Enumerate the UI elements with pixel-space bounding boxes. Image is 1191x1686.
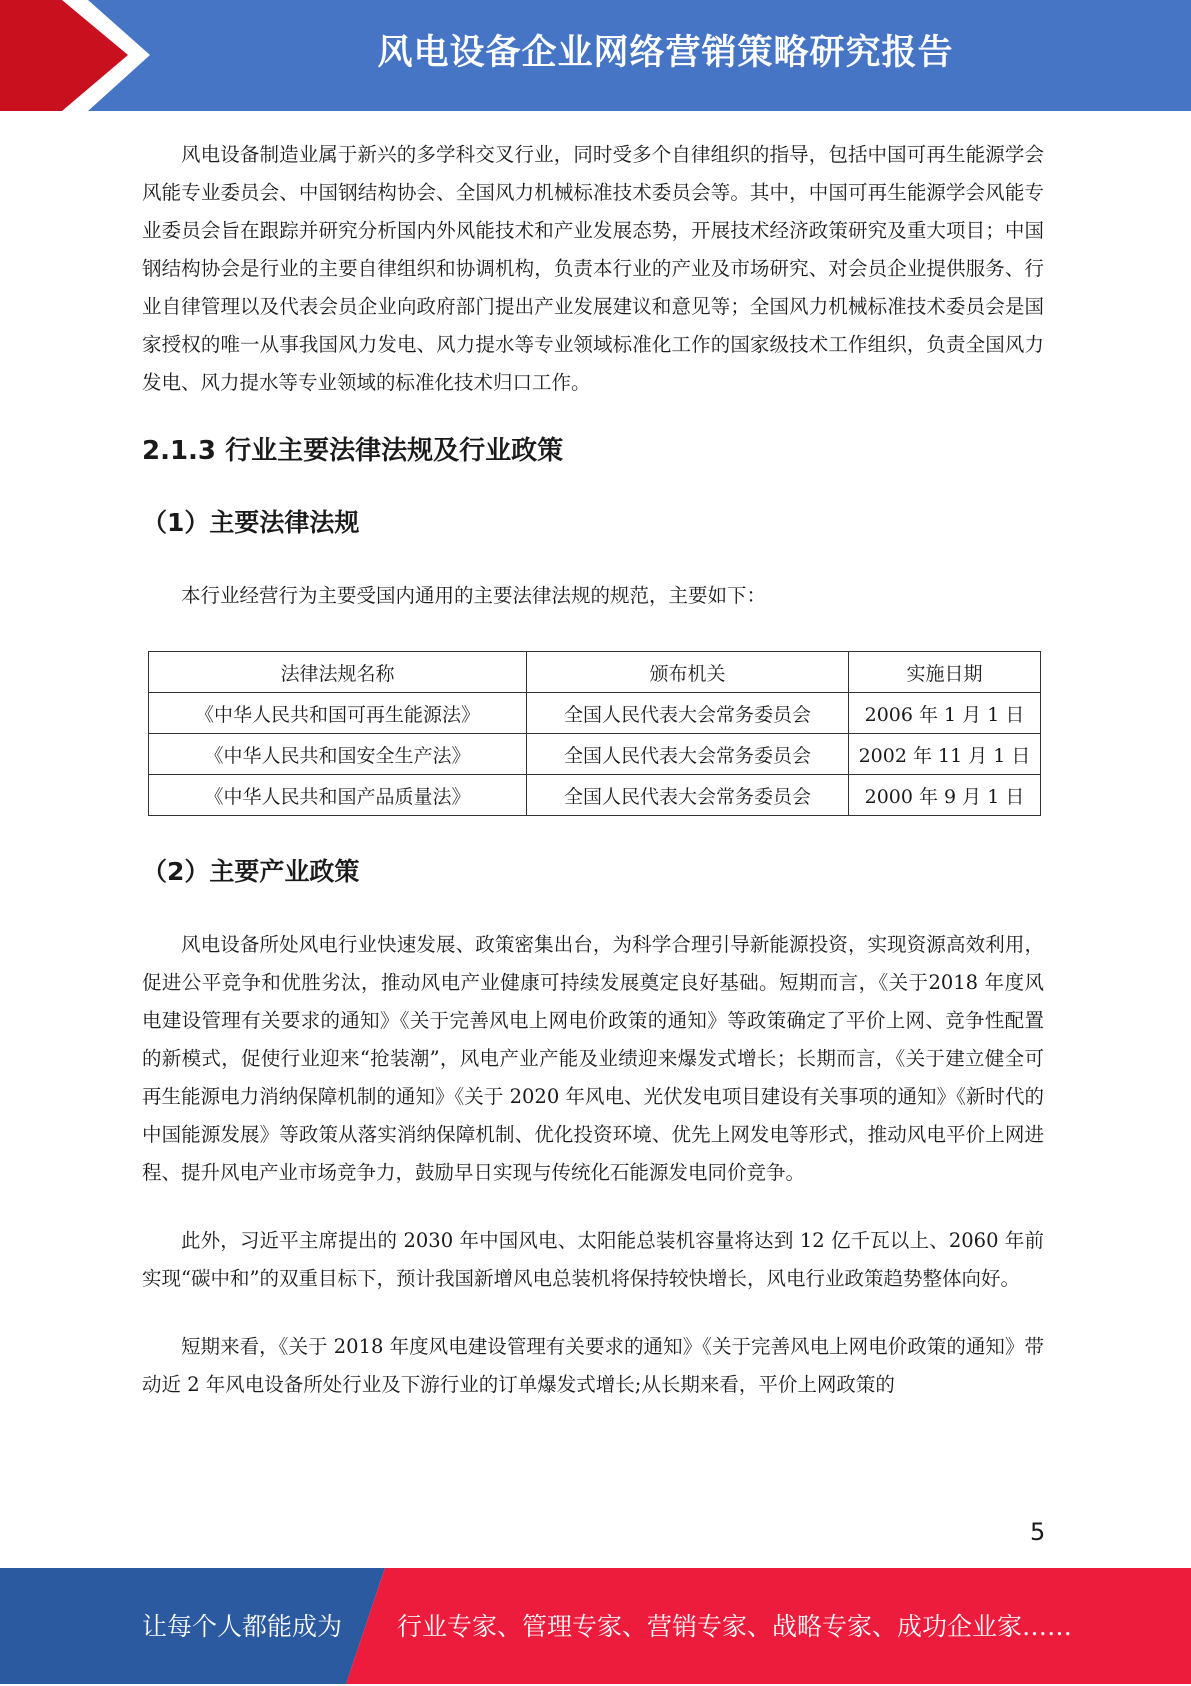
target-paragraph: 此外，习近平主席提出的 2030 年中国风电、太阳能总装机容量将达到 12 亿千瓦以上、2060 年前实现“碳中和”的双重目标下，预计我国新增风电总装机将保持较快增长，风电行业政策趋势整体向好。 bbox=[142, 1229, 1044, 1290]
table-cell: 2006 年 1 月 1 日 bbox=[849, 693, 1041, 734]
outlook-paragraph: 短期来看，《关于 2018 年度风电建设管理有关要求的通知》《关于完善风电上网电价政策的通知》带动近 2 年风电设备所处行业及下游行业的订单爆发式增长;从长期来看，平价上网政策的 bbox=[142, 1335, 1044, 1396]
table-header-cell: 实施日期 bbox=[849, 652, 1041, 693]
report-title: 风电设备企业网络营销策略研究报告 bbox=[377, 33, 954, 73]
table-header-cell: 法律法规名称 bbox=[149, 652, 527, 693]
table-cell: 全国人民代表大会常务委员会 bbox=[527, 734, 849, 775]
table-cell: 全国人民代表大会常务委员会 bbox=[527, 775, 849, 816]
laws-table bbox=[148, 651, 1041, 816]
policy-paragraph: 风电设备所处风电行业快速发展、政策密集出台，为科学合理引导新能源投资，实现资源高效利用，促进公平竞争和优胜劣汰，推动风电产业健康可持续发展奠定良好基础。短期而言，《关于2018 年度风电建设管理有关要求的通知》《关于完善风电上网电价政策的通知》等政策确定了平价上网、竞争性配置的新模式，促使行业迎来“抢装潮”，风电产业产能及业绩迎来爆发式增长；长期而言，《关于建立健全可再生能源电力消纳保障机制的通知》《关于 2020 年风电、光伏发电项目建设有关事项的通知》《新时代的中国能源发展》等政策从落实消纳保障机制、优化投资环境、优先上网发电等形式，推动风电平价上网进程、提升风电产业市场竞争力，鼓励早日实现与传统化石能源发电同价竞争。 bbox=[142, 933, 1044, 1184]
table-header-cell: 颁布机关 bbox=[527, 652, 849, 693]
footer-slogan-left: 让每个人都能成为 bbox=[142, 1612, 343, 1641]
intro-paragraph: 风电设备制造业属于新兴的多学科交叉行业，同时受多个自律组织的指导，包括中国可再生能源学会风能专业委员会、中国钢结构协会、全国风力机械标准技术委员会等。其中，中国可再生能源学会风能专业委员会旨在跟踪并研究分析国内外风能技术和产业发展态势，开展技术经济政策研究及重大项目；中国钢结构协会是行业的主要自律组织和协调机构，负责本行业的产业及市场研究、对会员企业提供服务、行业自律管理以及代表会员企业向政府部门提出产业发展建议和意见等；全国风力机械标准技术委员会是国家授权的唯一从事我国风力发电、风力提水等专业领域标准化工作的国家级技术工作组织，负责全国风力发电、风力提水等专业领域的标准化技术归口工作。 bbox=[142, 143, 1044, 394]
table-cell: 《中华人民共和国产品质量法》 bbox=[149, 775, 527, 816]
table-cell: 全国人民代表大会常务委员会 bbox=[527, 693, 849, 734]
header-arrow-decoration bbox=[0, 0, 160, 111]
table-row bbox=[149, 734, 1041, 775]
subsection-heading-laws: （1）主要法律法规 bbox=[142, 508, 360, 537]
page-header bbox=[0, 0, 1191, 111]
section-heading: 2.1.3 行业主要法律法规及行业政策 bbox=[142, 436, 564, 466]
page-number: 5 bbox=[1030, 1518, 1046, 1546]
laws-intro-paragraph: 本行业经营行为主要受国内通用的主要法律法规的规范，主要如下： bbox=[181, 584, 767, 607]
subsection-heading-policies: （2）主要产业政策 bbox=[142, 857, 360, 886]
table-header-row bbox=[149, 652, 1041, 693]
page-content bbox=[142, 134, 1044, 1404]
table-cell: 《中华人民共和国安全生产法》 bbox=[149, 734, 527, 775]
table-cell: 《中华人民共和国可再生能源法》 bbox=[149, 693, 527, 734]
page-footer bbox=[0, 1568, 1191, 1684]
table-row bbox=[149, 775, 1041, 816]
table-row bbox=[149, 693, 1041, 734]
footer-slogan-right: 行业专家、管理专家、营销专家、战略专家、成功企业家…… bbox=[397, 1612, 1073, 1641]
table-cell: 2002 年 11 月 1 日 bbox=[849, 734, 1041, 775]
table-cell: 2000 年 9 月 1 日 bbox=[849, 775, 1041, 816]
